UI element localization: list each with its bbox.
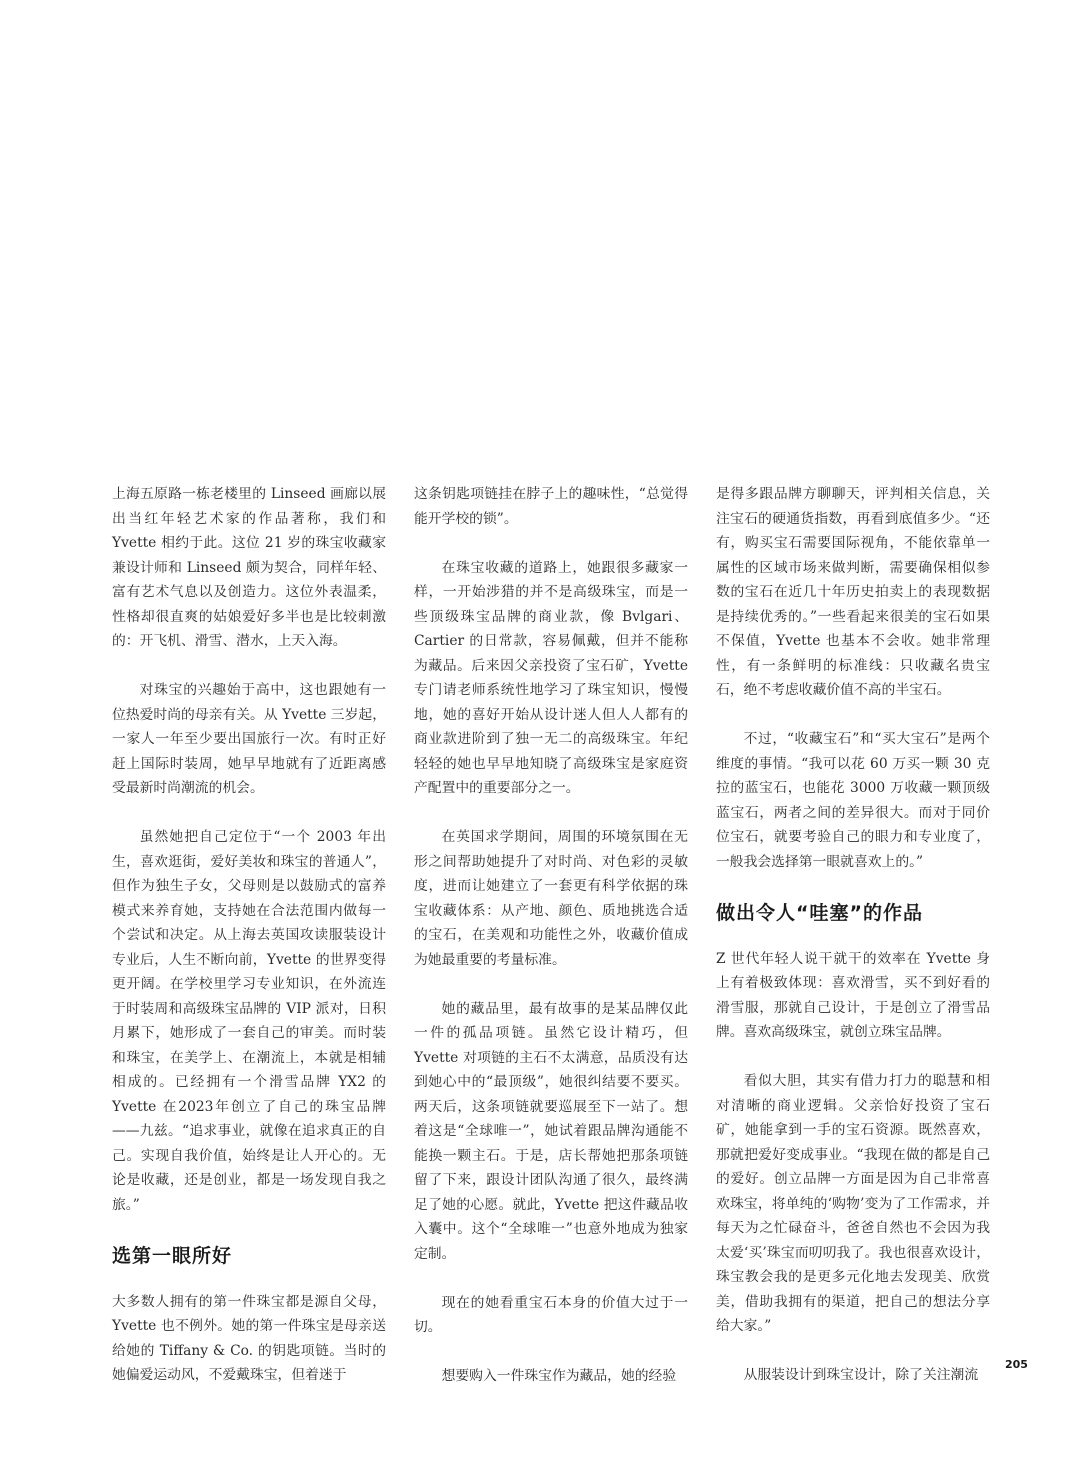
paragraph: 在珠宝收藏的道路上，她跟很多藏家一样，一开始涉猎的并不是高级珠宝，而是一些顶级珠宝品牌的商业款，像 Bvlgari、Cartier 的日常款，容易佩戴，但并不能称为藏品。后来因父亲投资了宝石矿，Yvette 专门请老师系统性地学习了珠宝知识，慢慢地，她的喜好开始从设计迷人但人人都有的商业款进阶到了独一无二的高级珠宝。年纪轻轻的她也早早地知晓了高级珠宝是家庭资产配置中的重要部分之一。 [414, 559, 688, 796]
page-number: 205 [1005, 1358, 1028, 1371]
paragraph: 她的藏品里，最有故事的是某品牌仅此一件的孤品项链。虽然它设计精巧，但 Yvette 对项链的主石不太满意，品质没有达到她心中的“最顶级”，她很纠结要不要买。两天后，这条项链就要巡展至下一站了。想着这是“全球唯一”，她试着跟品牌沟通能不能换一颗主石。于是，店长帮她把那条项链留了下来，跟设计团队沟通了很久，最终满足了她的心愿。就此，Yvette 把这件藏品收入囊中。这个“全球唯一”也意外地成为独家定制。 [414, 1000, 688, 1262]
paragraph: 大多数人拥有的第一件珠宝都是源自父母，Yvette 也不例外。她的第一件珠宝是母亲送给她的 Tiffany & Co. 的钥匙项链。当时的她偏爱运动风，不爱戴珠宝，但着迷于 [112, 1293, 386, 1383]
section-heading: 选第一眼所好 [112, 1244, 233, 1267]
article-column-2 [414, 482, 688, 1389]
paragraph: 在英国求学期间，周围的环境氛围在无形之间帮助她提升了对时尚、对色彩的灵敏度，进而让她建立了一套更有科学依据的珠宝收藏体系：从产地、颜色、质地挑选合适的宝石，在美观和功能性之外，收藏价值成为她最重要的考量标准。 [414, 829, 688, 968]
section-heading: 做出令人“哇塞”的作品 [716, 901, 923, 924]
article-column-1 [112, 482, 386, 1388]
paragraph: 这条钥匙项链挂在脖子上的趣味性，“总觉得能开学校的锁”。 [414, 486, 688, 527]
paragraph: 是得多跟品牌方聊聊天，评判相关信息，关注宝石的硬通货指数，再看到底值多少。“还有，购买宝石需要国际视角，不能依靠单一属性的区域市场来做判断，需要确保相似参数的宝石在近几十年历史拍卖上的表现数据是持续优秀的。”一些看起来很美的宝石如果不保值，Yvette 也基本不会收。她非常理性，有一条鲜明的标准线：只收藏名贵宝石，绝不考虑收藏价值不高的半宝石。 [716, 486, 990, 698]
paragraph: 上海五原路一栋老楼里的 Linseed 画廊以展出当红年轻艺术家的作品著称，我们和 Yvette 相约于此。这位 21 岁的珠宝收藏家兼设计师和 Linseed 颇为契合，同样年轻、富有艺术气息以及创造力。这位外表温柔，性格却很直爽的姑娘爱好多半也是比较刺激的：开飞机、滑雪、潜水，上天入海。 [112, 486, 386, 649]
paragraph: 从服装设计到珠宝设计，除了关注潮流 [743, 1367, 979, 1383]
paragraph: Z 世代年轻人说干就干的效率在 Yvette 身上有着极致体现：喜欢滑雪，买不到好看的滑雪服，那就自己设计，于是创立了滑雪品牌。喜欢高级珠宝，就创立珠宝品牌。 [716, 950, 990, 1040]
blank-image-area [0, 0, 1080, 470]
article-column-3 [716, 482, 990, 1388]
paragraph: 虽然她把自己定位于“一个 2003 年出生，喜欢逛街，爱好美妆和珠宝的普通人”，但作为独生子女，父母则是以鼓励式的富养模式来养育她，支持她在合法范围内做每一个尝试和决定。从上海去英国攻读服装设计专业后，人生不断向前，Yvette 的世界变得更开阔。在学校里学习专业知识，在外流连于时装周和高级珠宝品牌的 VIP 派对，日积月累下，她形成了一套自己的审美。而时装和珠宝，在美学上、在潮流上，本就是相辅相成的。已经拥有一个滑雪品牌 YX2 的 Yvette 在2023年创立了自己的珠宝品牌——九兹。“追求事业，就像在追求真正的自己。实现自我价值，始终是让人开心的。无论是收藏，还是创业，都是一场发现自我之旅。” [112, 829, 386, 1213]
paragraph: 想要购入一件珠宝作为藏品，她的经验 [441, 1368, 677, 1384]
paragraph: 不过，“收藏宝石”和“买大宝石”是两个维度的事情。“我可以花 60 万买一颗 30 克拉的蓝宝石，也能花 3000 万收藏一颗顶级蓝宝石，两者之间的差异很大。而对于同价位宝石，就要考验自己的眼力和专业度了，一般我会选择第一眼就喜欢上的。” [716, 731, 990, 870]
paragraph: 看似大胆，其实有借力打力的聪慧和相对清晰的商业逻辑。父亲恰好投资了宝石矿，她能拿到一手的宝石资源。既然喜欢，那就把爱好变成事业。“我现在做的都是自己的爱好。创立品牌一方面是因为自己非常喜欢珠宝，将单纯的‘购物’变为了工作需求，并每天为之忙碌奋斗，爸爸自然也不会因为我太爱‘买’珠宝而叨叨我了。我也很喜欢设计，珠宝教会我的是更多元化地去发现美、欣赏美，借助我拥有的渠道，把自己的想法分享给大家。” [716, 1073, 990, 1334]
paragraph: 对珠宝的兴趣始于高中，这也跟她有一位热爱时尚的母亲有关。从 Yvette 三岁起，一家人一年至少要出国旅行一次。有时正好赶上国际时装周，她早早地就有了近距离感受最新时尚潮流的机会。 [112, 682, 386, 796]
paragraph: 现在的她看重宝石本身的价值大过于一切。 [414, 1294, 688, 1335]
